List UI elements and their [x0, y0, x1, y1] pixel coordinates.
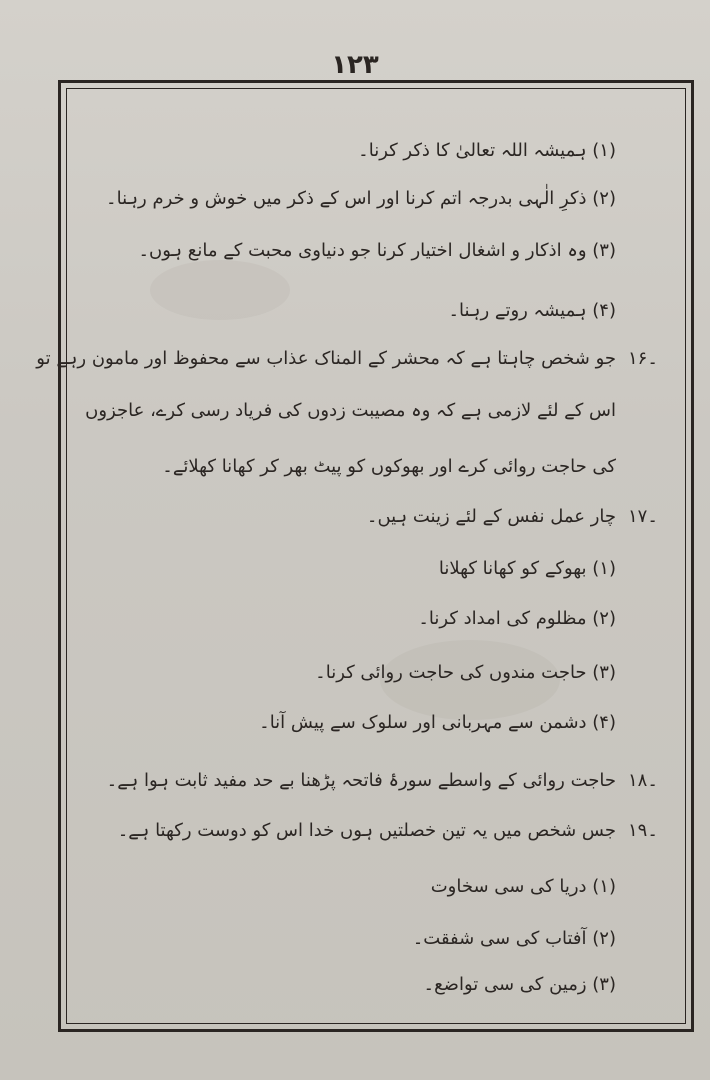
text-line-11: (۳) حاجت مندوں کی حاجت روائی کرنا۔ [315, 662, 616, 683]
text-block [36, 88, 686, 1024]
text-line-13: حاجت روائی کے واسطے سورۂ فاتحہ پڑھنا بے حد مفید ثابت ہوا ہے۔ [106, 770, 616, 791]
text-line-14: جس شخص میں یہ تین خصلتیں ہوں خدا اس کو دوست رکھتا ہے۔ [117, 820, 616, 841]
text-line-6: اس کے لئے لازمی ہے کہ وہ مصیبت زدوں کی فریاد رسی کرے، عاجزوں [85, 400, 616, 421]
text-line-5: جو شخص چاہتا ہے کہ محشر کے المناک عذاب سے محفوظ اور مامون رہے تو [36, 348, 616, 369]
text-line-3: (۳) وہ اذکار و اشغال اختیار کرنا جو دنیاوی محبت کے مانع ہوں۔ [138, 240, 616, 261]
text-line-7: کی حاجت روائی کرے اور بھوکوں کو پیٹ بھر کر کھانا کھلائے۔ [162, 456, 616, 477]
text-line-12: (۴) دشمن سے مہربانی اور سلوک سے پیش آنا۔ [259, 712, 616, 733]
text-line-17: (۳) زمین کی سی تواضع۔ [423, 974, 616, 995]
page-number: ۱۲۳ [331, 50, 379, 80]
text-line-1: (۱) ہمیشہ اللہ تعالیٰ کا ذکر کرنا۔ [358, 140, 616, 161]
item-number-18: ۱۸۔ [628, 770, 658, 791]
item-number-17: ۱۷۔ [628, 506, 658, 527]
text-line-9: (۱) بھوکے کو کھانا کھلانا [438, 558, 616, 579]
item-number-19: ۱۹۔ [628, 820, 658, 841]
text-line-10: (۲) مظلوم کی امداد کرنا۔ [418, 608, 616, 629]
text-line-15: (۱) دریا کی سی سخاوت [430, 876, 616, 897]
text-line-16: (۲) آفتاب کی سی شفقت۔ [412, 928, 616, 949]
text-line-8: چار عمل نفس کے لئے زینت ہیں۔ [366, 506, 616, 527]
text-line-4: (۴) ہمیشہ روتے رہنا۔ [448, 300, 616, 321]
text-line-2: (۲) ذکرِ الٰہی بدرجہ اتم کرنا اور اس کے ذکر میں خوش و خرم رہنا۔ [106, 188, 616, 209]
item-number-16: ۱۶۔ [628, 348, 658, 369]
